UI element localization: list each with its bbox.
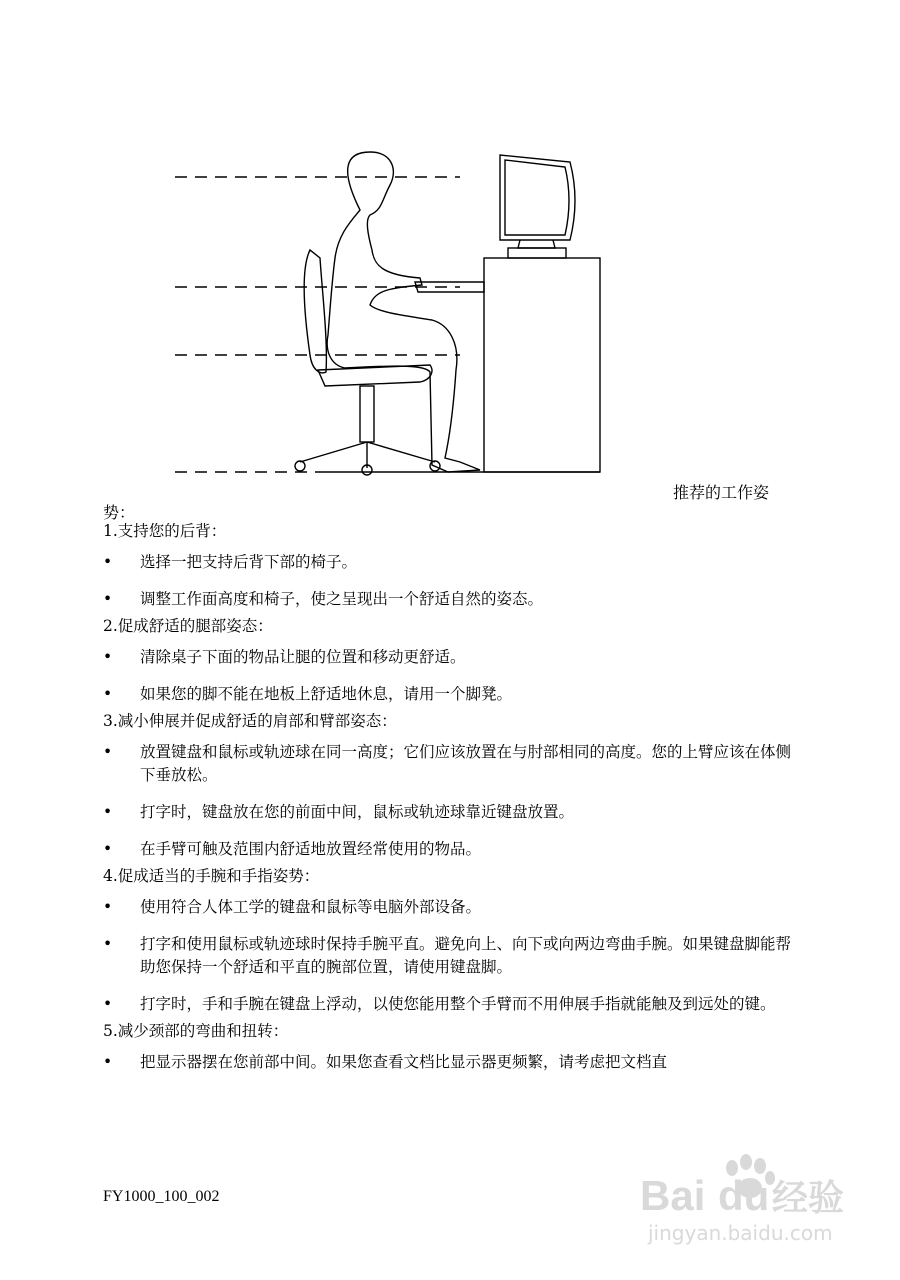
list-item: • 打字和使用鼠标或轨迹球时保持手腕平直。避免向上、向下或向两边弯曲手腕。如果键盘脚能帮助您保持一个舒适和平直的腕部位置，请使用键盘脚。: [103, 935, 792, 976]
bullet-dot: •: [103, 803, 113, 821]
monitor-icon: [500, 155, 575, 258]
bullet-dot: •: [103, 898, 113, 916]
desk: [484, 258, 600, 472]
watermark-url: jingyan.baidu.com: [648, 1221, 833, 1245]
bullet-dot: •: [103, 995, 113, 1013]
section-neck-posture: [103, 1020, 803, 1074]
list-item: • 放置键盘和鼠标或轨迹球在同一高度；它们应该放置在与肘部相同的高度。您的上臂应该在体侧下垂放松。: [103, 743, 792, 784]
bullet-dot: •: [103, 685, 113, 703]
workstation-posture-illustration: [160, 140, 620, 480]
bullet-dot: •: [103, 840, 113, 858]
list-item: • 打字时，键盘放在您的前面中间，鼠标或轨迹球靠近键盘放置。: [103, 801, 803, 824]
section-wrist-finger-posture: [103, 865, 803, 1016]
bullet-dot: •: [103, 590, 113, 608]
list-item: • 如果您的脚不能在地板上舒适地休息，请用一个脚凳。: [103, 683, 803, 706]
section-title: 2.促成舒适的腿部姿态：: [103, 617, 273, 635]
watermark-suffix: 经验: [772, 1178, 845, 1219]
section-back-support: [103, 520, 803, 611]
bullet-dot: •: [103, 648, 113, 666]
list-item: • 调整工作面高度和椅子，使之呈现出一个舒适自然的姿态。: [103, 588, 803, 611]
figure-caption-part2: 势：: [103, 503, 136, 522]
list-item: • 把显示器摆在您前部中间。如果您查看文档比显示器更频繁，请考虑把文档直: [103, 1051, 803, 1074]
document-code: FY1000_100_002: [103, 1188, 220, 1205]
bullet-dot: •: [103, 553, 113, 571]
list-item: • 清除桌子下面的物品让腿的位置和移动更舒适。: [103, 646, 803, 669]
section-title: 5.减少颈部的弯曲和扭转：: [103, 1022, 289, 1040]
watermark-brand2: du: [718, 1172, 770, 1219]
section-shoulder-arm-posture: [103, 710, 803, 861]
office-chair: [295, 250, 440, 475]
bullet-dot: •: [103, 935, 113, 953]
seated-person: [327, 152, 480, 472]
figure-caption-part1: 推荐的工作姿: [673, 483, 770, 502]
section-title: 4.促成适当的手腕和手指姿势：: [103, 867, 320, 885]
list-item: • 使用符合人体工学的键盘和鼠标等电脑外部设备。: [103, 896, 803, 919]
bullet-dot: •: [103, 743, 113, 761]
baidu-jingyan-watermark: [640, 1138, 860, 1248]
watermark-brand: Bai: [640, 1172, 706, 1219]
section-leg-posture: [103, 615, 803, 706]
list-item: • 选择一把支持后背下部的椅子。: [103, 551, 803, 574]
section-title: 3.减小伸展并促成舒适的肩部和臂部姿态：: [103, 712, 397, 730]
bullet-dot: •: [103, 1053, 113, 1071]
section-title: 1.支持您的后背：: [103, 522, 227, 540]
list-item: • 在手臂可触及范围内舒适地放置经常使用的物品。: [103, 838, 803, 861]
list-item: • 打字时，手和手腕在键盘上浮动，以使您能用整个手臂而不用伸展手指就能触及到远处的键。: [103, 993, 803, 1016]
document-body: [103, 520, 803, 1088]
